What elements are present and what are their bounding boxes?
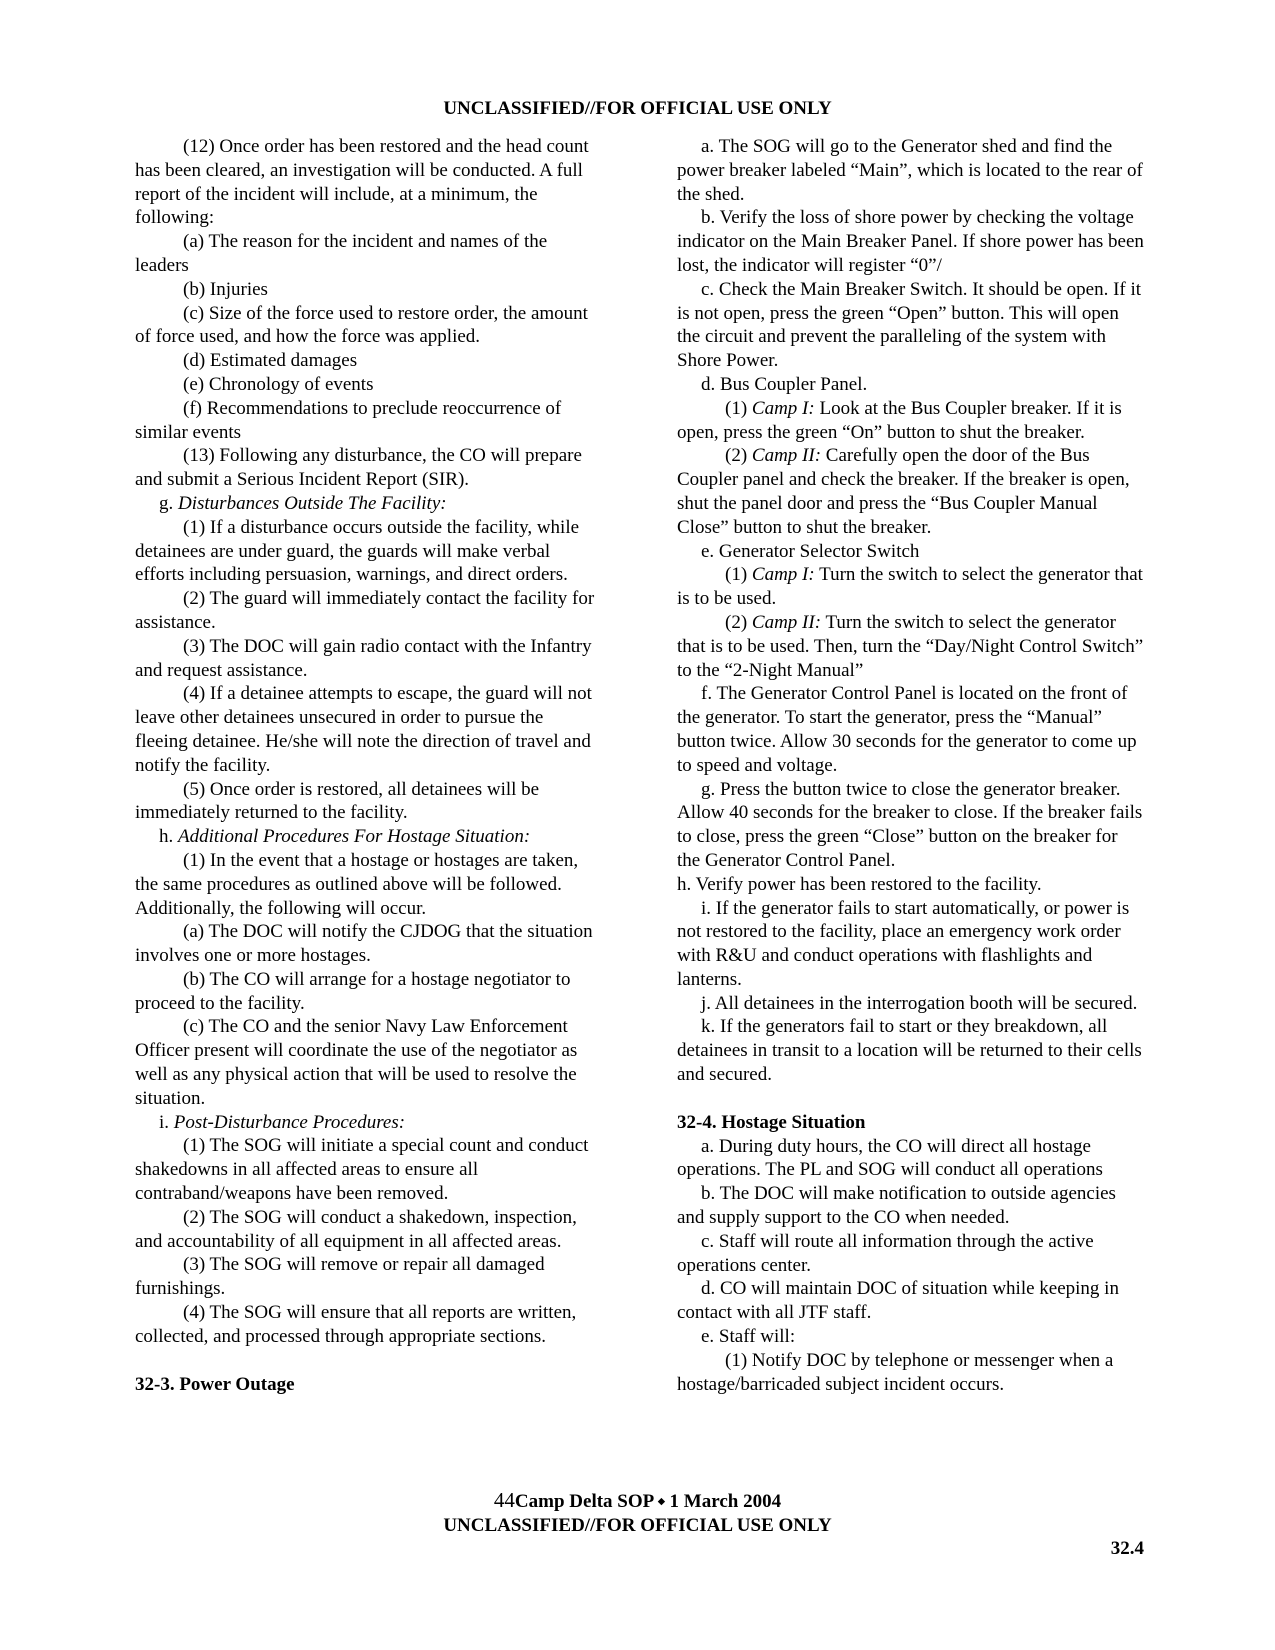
left-paragraph: (c) The CO and the senior Navy Law Enforcement Officer present will coordinate the use of the negotiator as well as any physical action that will be used to resolve the situation. — [135, 1016, 578, 1109]
right-paragraph: (1) Camp I: Turn the switch to select the generator that is to be used. — [677, 564, 1143, 610]
paragraph-spacer — [135, 1349, 595, 1373]
right-paragraph: e. Staff will: — [701, 1326, 796, 1348]
left-paragraph: (1) The SOG will initiate a special count and conduct shakedowns in all affected areas to ensure all contraband/weapons have been removed. — [135, 1135, 589, 1205]
left-paragraph: (1) In the event that a hostage or hostages are taken, the same procedures as outlined above will be followed. Additionally, the following will occur. — [135, 849, 579, 919]
right-paragraph: h. Verify power has been restored to the facility. — [677, 873, 1042, 895]
left-paragraph: i. Post-Disturbance Procedures: — [159, 1111, 406, 1133]
classification-header: UNCLASSIFIED//FOR OFFICIAL USE ONLY — [443, 98, 832, 119]
section-heading: 32-3. Power Outage — [135, 1373, 295, 1395]
right-paragraph: d. CO will maintain DOC of situation while keeping in contact with all JTF staff. — [677, 1278, 1119, 1324]
right-paragraph: (2) Camp II: Carefully open the door of the Bus Coupler panel and check the breaker. If the breaker is open, shut the panel door and press the “Bus Coupler Manual Close” button to shut the breaker. — [677, 445, 1130, 538]
right-paragraph: i. If the generator fails to start automatically, or power is not restored to the facility, place an emergency work order with R&U and conduct operations with flashlights and lanterns. — [677, 897, 1130, 990]
italic-subheading: Camp II: — [751, 611, 822, 633]
left-paragraph: (1) If a disturbance occurs outside the facility, while detainees are under guard, the guards will make verbal efforts including persuasion, warnings, and direct orders. — [135, 516, 580, 586]
right-paragraph: j. All detainees in the interrogation booth will be secured. — [701, 992, 1138, 1014]
right-paragraph: k. If the generators fail to start or they breakdown, all detainees in transit to a location will be returned to their cells and secured. — [677, 1016, 1142, 1086]
left-paragraph: (a) The reason for the incident and names of the leaders — [135, 231, 548, 276]
classification-footer: UNCLASSIFIED//FOR OFFICIAL USE ONLY — [443, 1515, 832, 1536]
right-paragraph: (1) Camp I: Look at the Bus Coupler breaker. If it is open, press the green “On” button to shut the breaker. — [677, 397, 1122, 443]
paragraph-spacer — [677, 1087, 1145, 1111]
italic-subheading: Camp II: — [751, 445, 822, 467]
left-paragraph: (f) Recommendations to preclude reoccurrence of similar events — [135, 397, 562, 443]
left-paragraph: (4) The SOG will ensure that all reports are written, collected, and processed through appropriate sections. — [135, 1302, 577, 1347]
right-paragraph: d. Bus Coupler Panel. — [701, 373, 868, 395]
right-paragraph: g. Press the button twice to close the generator breaker. Allow 40 seconds for the breaker to close. If the breaker fails to close, press the green “Close” button on the breaker for the Generator Control Panel. — [677, 778, 1143, 871]
right-column — [677, 135, 1145, 1396]
italic-subheading: Additional Procedures For Hostage Situation: — [178, 826, 531, 848]
left-paragraph: (d) Estimated damages — [183, 350, 358, 372]
left-paragraph: (2) The guard will immediately contact the facility for assistance. — [135, 588, 595, 633]
left-paragraph: (5) Once order is restored, all detainees will be immediately returned to the facility. — [135, 778, 540, 824]
left-paragraph: (4) If a detainee attempts to escape, the guard will not leave other detainees unsecured in order to pursue the fleeing detainee. He/she will note the direction of travel and notify the facility. — [135, 683, 592, 776]
left-paragraph: g. Disturbances Outside The Facility: — [159, 492, 447, 514]
right-paragraph: (1) Notify DOC by telephone or messenger when a hostage/barricaded subject incident occurs. — [677, 1349, 1114, 1395]
left-column — [135, 135, 595, 1396]
left-paragraph: (a) The DOC will notify the CJDOG that the situation involves one or more hostages. — [135, 921, 593, 967]
right-paragraph: c. Check the Main Breaker Switch. It should be open. If it is not open, press the green “Open” button. This will open the circuit and prevent the paralleling of the system with Shore Power. — [677, 278, 1142, 372]
right-paragraph: b. The DOC will make notification to outside agencies and supply support to the CO when needed. — [677, 1183, 1116, 1229]
section-heading: 32-4. Hostage Situation — [677, 1111, 866, 1133]
right-paragraph: (2) Camp II: Turn the switch to select the generator that is to be used. Then, turn the “Day/Night Control Switch” to the “2-Night Manual” — [677, 611, 1144, 681]
left-paragraph: (13) Following any disturbance, the CO will prepare and submit a Serious Incident Report (SIR). — [135, 445, 582, 491]
left-paragraph: (b) The CO will arrange for a hostage negotiator to proceed to the facility. — [135, 968, 571, 1014]
left-paragraph: (c) Size of the force used to restore order, the amount of force used, and how the force was applied. — [135, 302, 588, 348]
left-paragraph: (2) The SOG will conduct a shakedown, inspection, and accountability of all equipment in all affected areas. — [135, 1206, 577, 1252]
left-paragraph: (12) Once order has been restored and the head count has been cleared, an investigation will be conducted. A full report of the incident will include, at a minimum, the following: — [135, 136, 589, 229]
right-paragraph: c. Staff will route all information through the active operations center. — [677, 1230, 1094, 1276]
left-paragraph: (3) The SOG will remove or repair all damaged furnishings. — [135, 1254, 545, 1300]
right-paragraph: b. Verify the loss of shore power by checking the voltage indicator on the Main Breaker Panel. If shore power has been lost, the indicator will register “0”/ — [677, 207, 1144, 276]
section-number: 32.4 — [1110, 1538, 1144, 1559]
right-paragraph: a. The SOG will go to the Generator shed and find the power breaker labeled “Main”, which is located to the rear of the shed. — [677, 136, 1143, 205]
italic-subheading: Post-Disturbance Procedures: — [173, 1111, 406, 1133]
left-paragraph: h. Additional Procedures For Hostage Situation: — [159, 826, 531, 848]
italic-subheading: Camp I: — [751, 397, 815, 419]
italic-subheading: Camp I: — [751, 564, 815, 586]
footer-title-line — [0, 1488, 1275, 1514]
right-paragraph: a. During duty hours, the CO will direct all hostage operations. The PL and SOG will conduct all operations — [677, 1135, 1103, 1181]
left-paragraph: (e) Chronology of events — [183, 373, 374, 395]
italic-subheading: Disturbances Outside The Facility: — [178, 492, 447, 514]
right-paragraph: e. Generator Selector Switch — [701, 540, 920, 562]
left-paragraph: (3) The DOC will gain radio contact with the Infantry and request assistance. — [135, 635, 592, 681]
right-paragraph: f. The Generator Control Panel is located on the front of the generator. To start the generator, press the “Manual” button twice. Allow 30 seconds for the generator to come up to speed and voltage. — [677, 683, 1137, 776]
document-title: Camp Delta SOP ⬩ 1 March 2004 — [514, 1491, 782, 1512]
left-paragraph: (b) Injuries — [183, 278, 268, 300]
page-number: 44 — [493, 1488, 515, 1512]
page-footer — [0, 1488, 1275, 1538]
